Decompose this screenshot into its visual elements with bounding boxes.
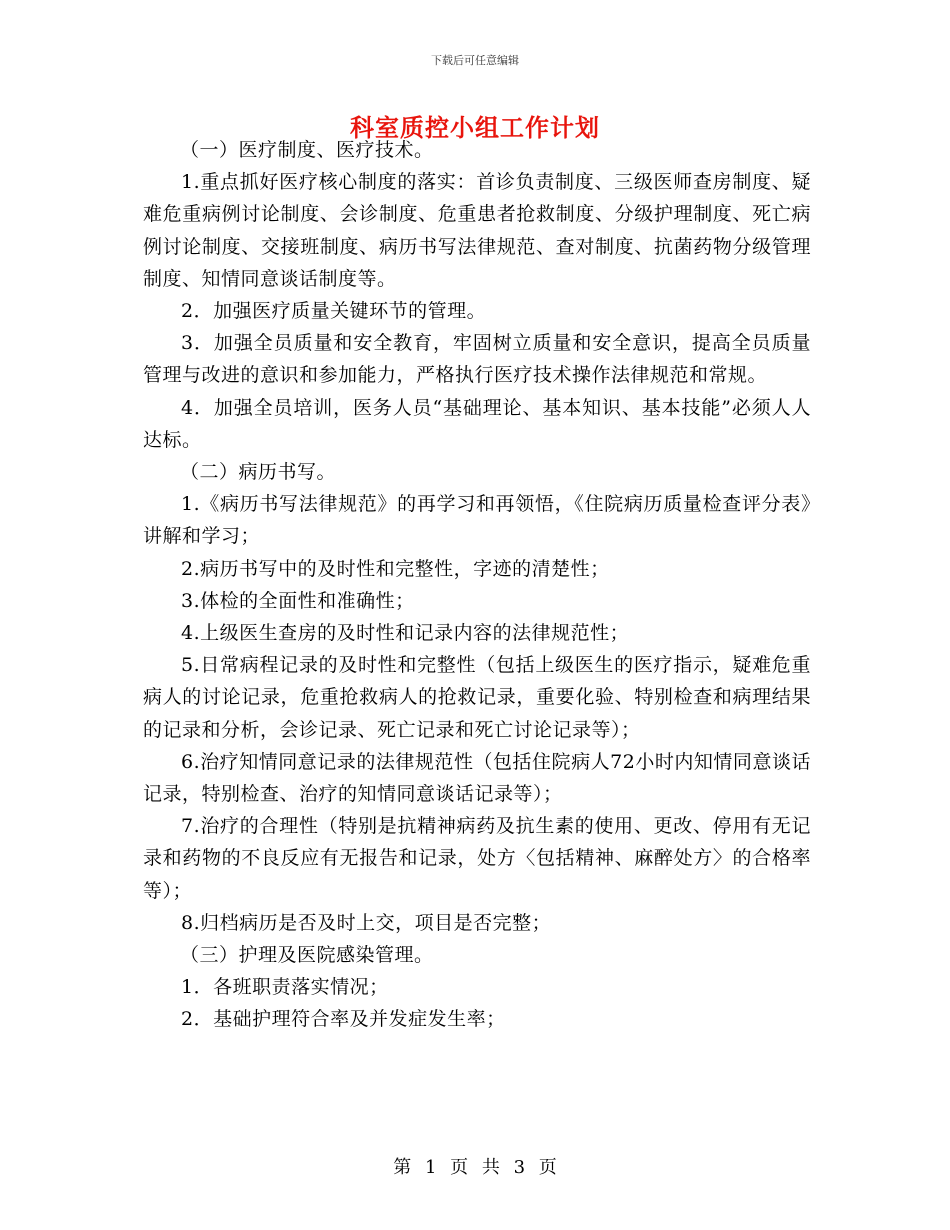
- footer-mid1: 页: [450, 1157, 469, 1178]
- paragraph: 6.治疗知情同意记录的法律规范性（包括住院病人72小时内知情同意谈话记录，特别检查、治疗的知情同意谈话记录等）；: [143, 750, 811, 806]
- section-heading: （一）医疗制度、医疗技术。: [180, 139, 434, 161]
- section-heading: （二）病历书写。: [180, 461, 337, 484]
- paragraph: 3.体检的全面性和准确性；: [181, 589, 415, 612]
- document-body: [143, 134, 811, 1036]
- paragraph: 1．各班职责落实情况；: [181, 976, 389, 999]
- footer-prefix: 第: [393, 1157, 412, 1178]
- section-heading: （三）护理及医院感染管理。: [180, 944, 434, 967]
- header-note: 下载后可任意编辑: [431, 54, 519, 67]
- paragraph: 2．加强医疗质量关键环节的管理。: [181, 300, 487, 323]
- paragraph: 4.上级医生查房的及时性和记录内容的法律规范性；: [181, 622, 630, 645]
- page-footer: [0, 1153, 950, 1179]
- paragraph: 1.重点抓好医疗核心制度的落实：首诊负责制度、三级医师查房制度、疑难危重病例讨论制度、会诊制度、危重患者抢救制度、分级护理制度、死亡病例讨论制度、交接班制度、病历书写法律规范、查对制度、抗菌药物分级管理制度、知情同意谈话制度等。: [143, 171, 811, 290]
- page-total: 3: [513, 1157, 526, 1178]
- paragraph: 2．基础护理符合率及并发症发生率；: [181, 1008, 506, 1031]
- paragraph: 3．加强全员质量和安全教育，牢固树立质量和安全意识，提高全员质量管理与改进的意识和参加能力，严格执行医疗技术操作法律规范和常规。: [143, 332, 811, 387]
- page-number: 1: [424, 1157, 437, 1178]
- paragraph: 1.《病历书写法律规范》的再学习和再领悟，《住院病历质量检查评分表》讲解和学习；: [143, 493, 811, 548]
- paragraph: 5.日常病程记录的及时性和完整性（包括上级医生的医疗指示，疑难危重病人的讨论记录，危重抢救病人的抢救记录，重要化验、特别检查和病理结果的记录和分析，会诊记录、死亡记录和死亡讨论记录等）；: [143, 654, 811, 741]
- paragraph: 7.治疗的合理性（特别是抗精神病药及抗生素的使用、更改、停用有无记录和药物的不良反应有无报告和记录，处方〈包括精神、麻醉处方〉的合格率等）；: [143, 815, 811, 902]
- paragraph: 2.病历书写中的及时性和完整性，字迹的清楚性；: [181, 557, 610, 580]
- paragraph: 8.归档病历是否及时上交，项目是否完整；: [181, 911, 552, 934]
- document-title: 科室质控小组工作计划: [350, 114, 600, 142]
- footer-mid2: 共: [481, 1157, 500, 1178]
- footer-suffix: 页: [538, 1157, 557, 1178]
- paragraph: 4．加强全员培训，医务人员“基础理论、基本知识、基本技能”必须人人达标。: [143, 396, 811, 451]
